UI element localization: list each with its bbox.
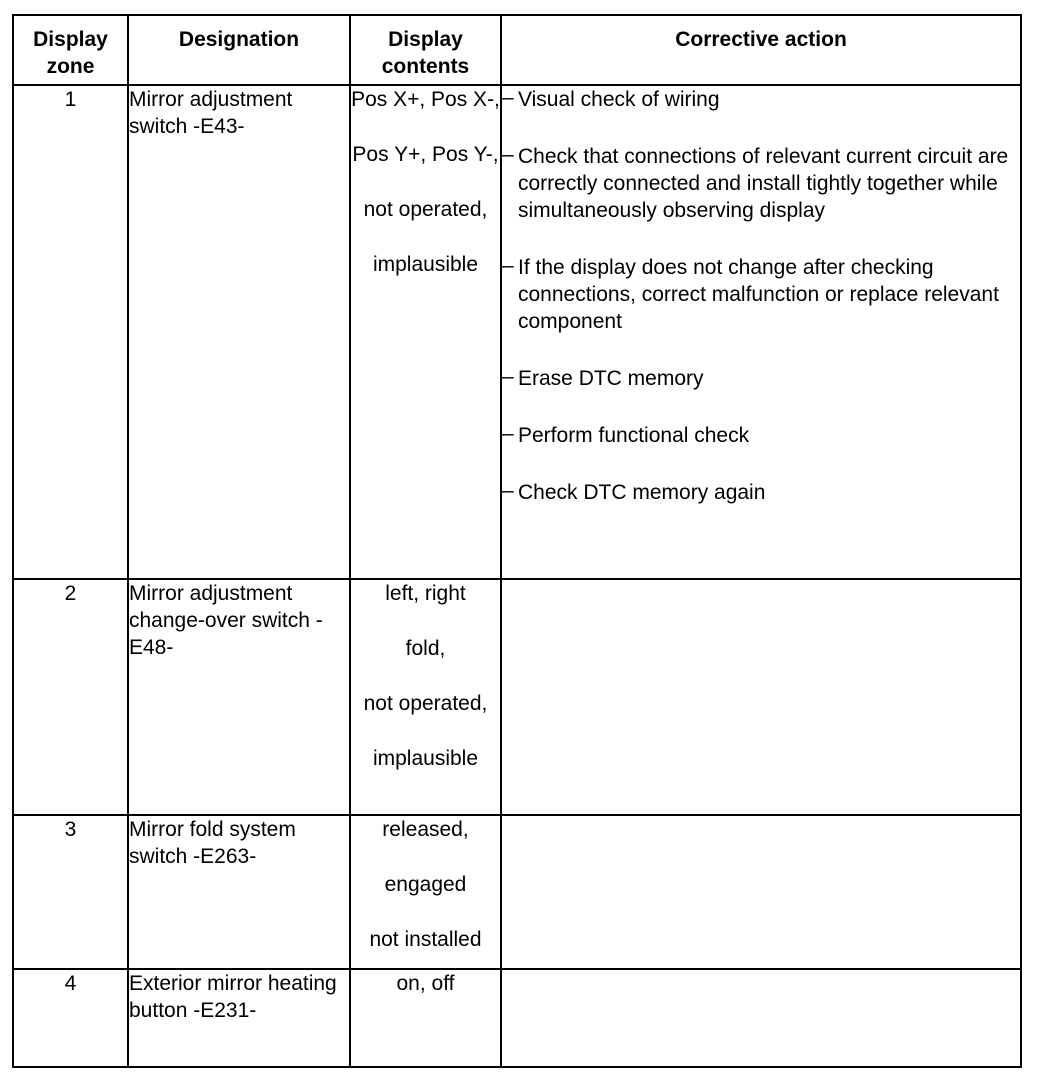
action-step bbox=[502, 143, 1020, 224]
contents-value: Pos Y+, Pos Y-, bbox=[352, 143, 499, 166]
contents-value: on, off bbox=[396, 972, 455, 995]
dash-icon: – bbox=[502, 143, 514, 166]
action-step bbox=[502, 479, 1020, 506]
zone-cell: 3 bbox=[13, 815, 128, 969]
table-row bbox=[13, 815, 1021, 969]
contents-value: not installed bbox=[369, 928, 482, 951]
contents-cell bbox=[350, 815, 501, 969]
table-row bbox=[13, 969, 1021, 1067]
corrective-action-cell bbox=[501, 85, 1021, 579]
header-designation: Designation bbox=[128, 15, 350, 85]
dash-icon: – bbox=[502, 479, 514, 502]
contents-cell bbox=[350, 969, 501, 1067]
contents-value: Pos X+, Pos X-, bbox=[351, 88, 500, 111]
header-row bbox=[13, 15, 1021, 85]
dash-icon: – bbox=[502, 365, 514, 388]
dash-icon: – bbox=[502, 254, 514, 277]
contents-value: left, right bbox=[385, 582, 466, 605]
action-step bbox=[502, 86, 1020, 113]
contents-value: released, bbox=[382, 818, 469, 841]
action-step-text: If the display does not change after checking connections, correct malfunction or replace relevant component bbox=[518, 256, 999, 333]
diagnosis-table bbox=[12, 14, 1022, 1068]
action-step-text: Check that connections of relevant current circuit are correctly connected and install tightly together while simultaneously observing display bbox=[518, 145, 1009, 222]
designation-cell: Exterior mirror heating button -E231- bbox=[128, 969, 350, 1067]
zone-cell: 4 bbox=[13, 969, 128, 1067]
designation-cell: Mirror adjustment change-over switch -E48- bbox=[128, 579, 350, 815]
contents-value: engaged bbox=[384, 873, 467, 896]
dash-icon: – bbox=[502, 86, 514, 109]
contents-value: implausible bbox=[372, 747, 479, 770]
contents-value: implausible bbox=[372, 253, 479, 276]
table-row bbox=[13, 579, 1021, 815]
contents-value: not operated, bbox=[363, 692, 488, 715]
contents-cell bbox=[350, 579, 501, 815]
corrective-action-cell-empty bbox=[501, 815, 1021, 969]
corrective-action-cell-empty bbox=[501, 579, 1021, 815]
zone-cell: 2 bbox=[13, 579, 128, 815]
contents-value: not operated, bbox=[363, 198, 488, 221]
designation-cell: Mirror fold system switch -E263- bbox=[128, 815, 350, 969]
corrective-action-cell-empty bbox=[501, 969, 1021, 1067]
action-step bbox=[502, 422, 1020, 449]
table-row bbox=[13, 85, 1021, 579]
header-display-zone: Display zone bbox=[13, 15, 128, 85]
header-corrective-action: Corrective action bbox=[501, 15, 1021, 85]
action-step bbox=[502, 254, 1020, 335]
header-display-contents: Display contents bbox=[350, 15, 501, 85]
action-step-text: Erase DTC memory bbox=[518, 367, 704, 390]
zone-cell: 1 bbox=[13, 85, 128, 579]
action-step-text: Perform functional check bbox=[518, 424, 750, 447]
action-step-text: Visual check of wiring bbox=[518, 88, 720, 111]
contents-value: fold, bbox=[405, 637, 446, 660]
dash-icon: – bbox=[502, 422, 514, 445]
contents-cell bbox=[350, 85, 501, 579]
action-step-text: Check DTC memory again bbox=[518, 481, 766, 504]
designation-cell: Mirror adjustment switch -E43- bbox=[128, 85, 350, 579]
action-step bbox=[502, 365, 1020, 392]
